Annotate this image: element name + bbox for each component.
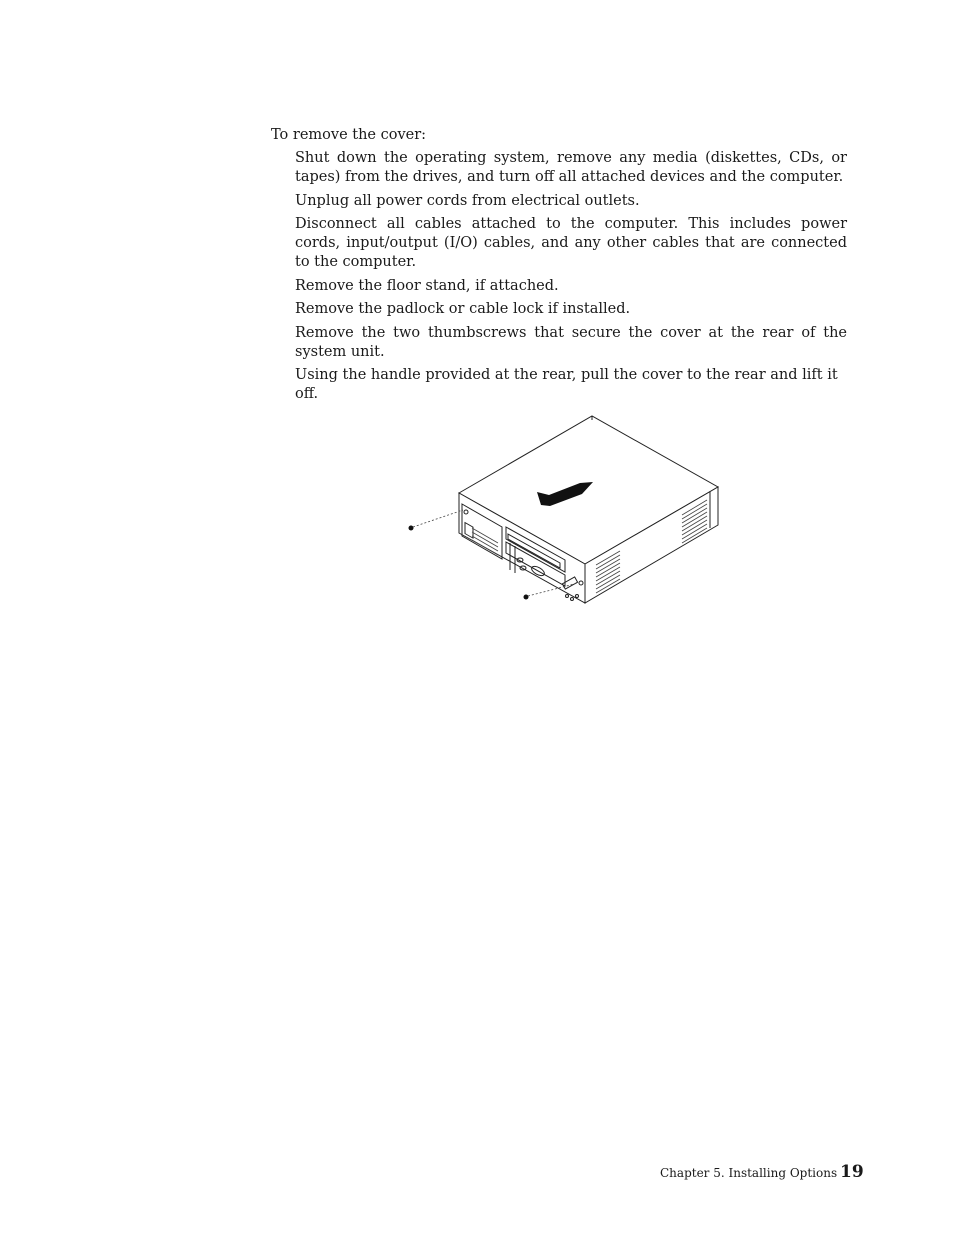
step-disconnect-cables: Disconnect all cables attached to the computer. This includes power cords, input/output (I/O) cables, and any other cables that are connected to the computer.: [295, 216, 847, 270]
computer-cover-illustration: [400, 410, 730, 610]
instruction-steps: [295, 149, 847, 409]
step-remove-padlock: Remove the padlock or cable lock if installed.: [295, 301, 631, 317]
step-unplug-cords: Unplug all power cords from electrical outlets.: [295, 192, 640, 209]
computer-illustration-icon: [400, 410, 730, 610]
step-lift-cover: Using the handle provided at the rear, pull the cover to the rear and lift it off.: [295, 367, 838, 402]
step-remove-thumbscrews: Remove the two thumbscrews that secure the cover at the rear of the system unit.: [295, 324, 847, 360]
page-number: 19: [840, 1162, 864, 1182]
intro-text: To remove the cover:: [271, 127, 427, 143]
step-shut-down: Shut down the operating system, remove any media (diskettes, CDs, or tapes) from the drives, and turn off all attached devices and the computer.: [295, 150, 847, 185]
footer-chapter: Chapter 5. Installing Options: [660, 1166, 838, 1180]
step-remove-floor-stand: Remove the floor stand, if attached.: [295, 277, 559, 294]
